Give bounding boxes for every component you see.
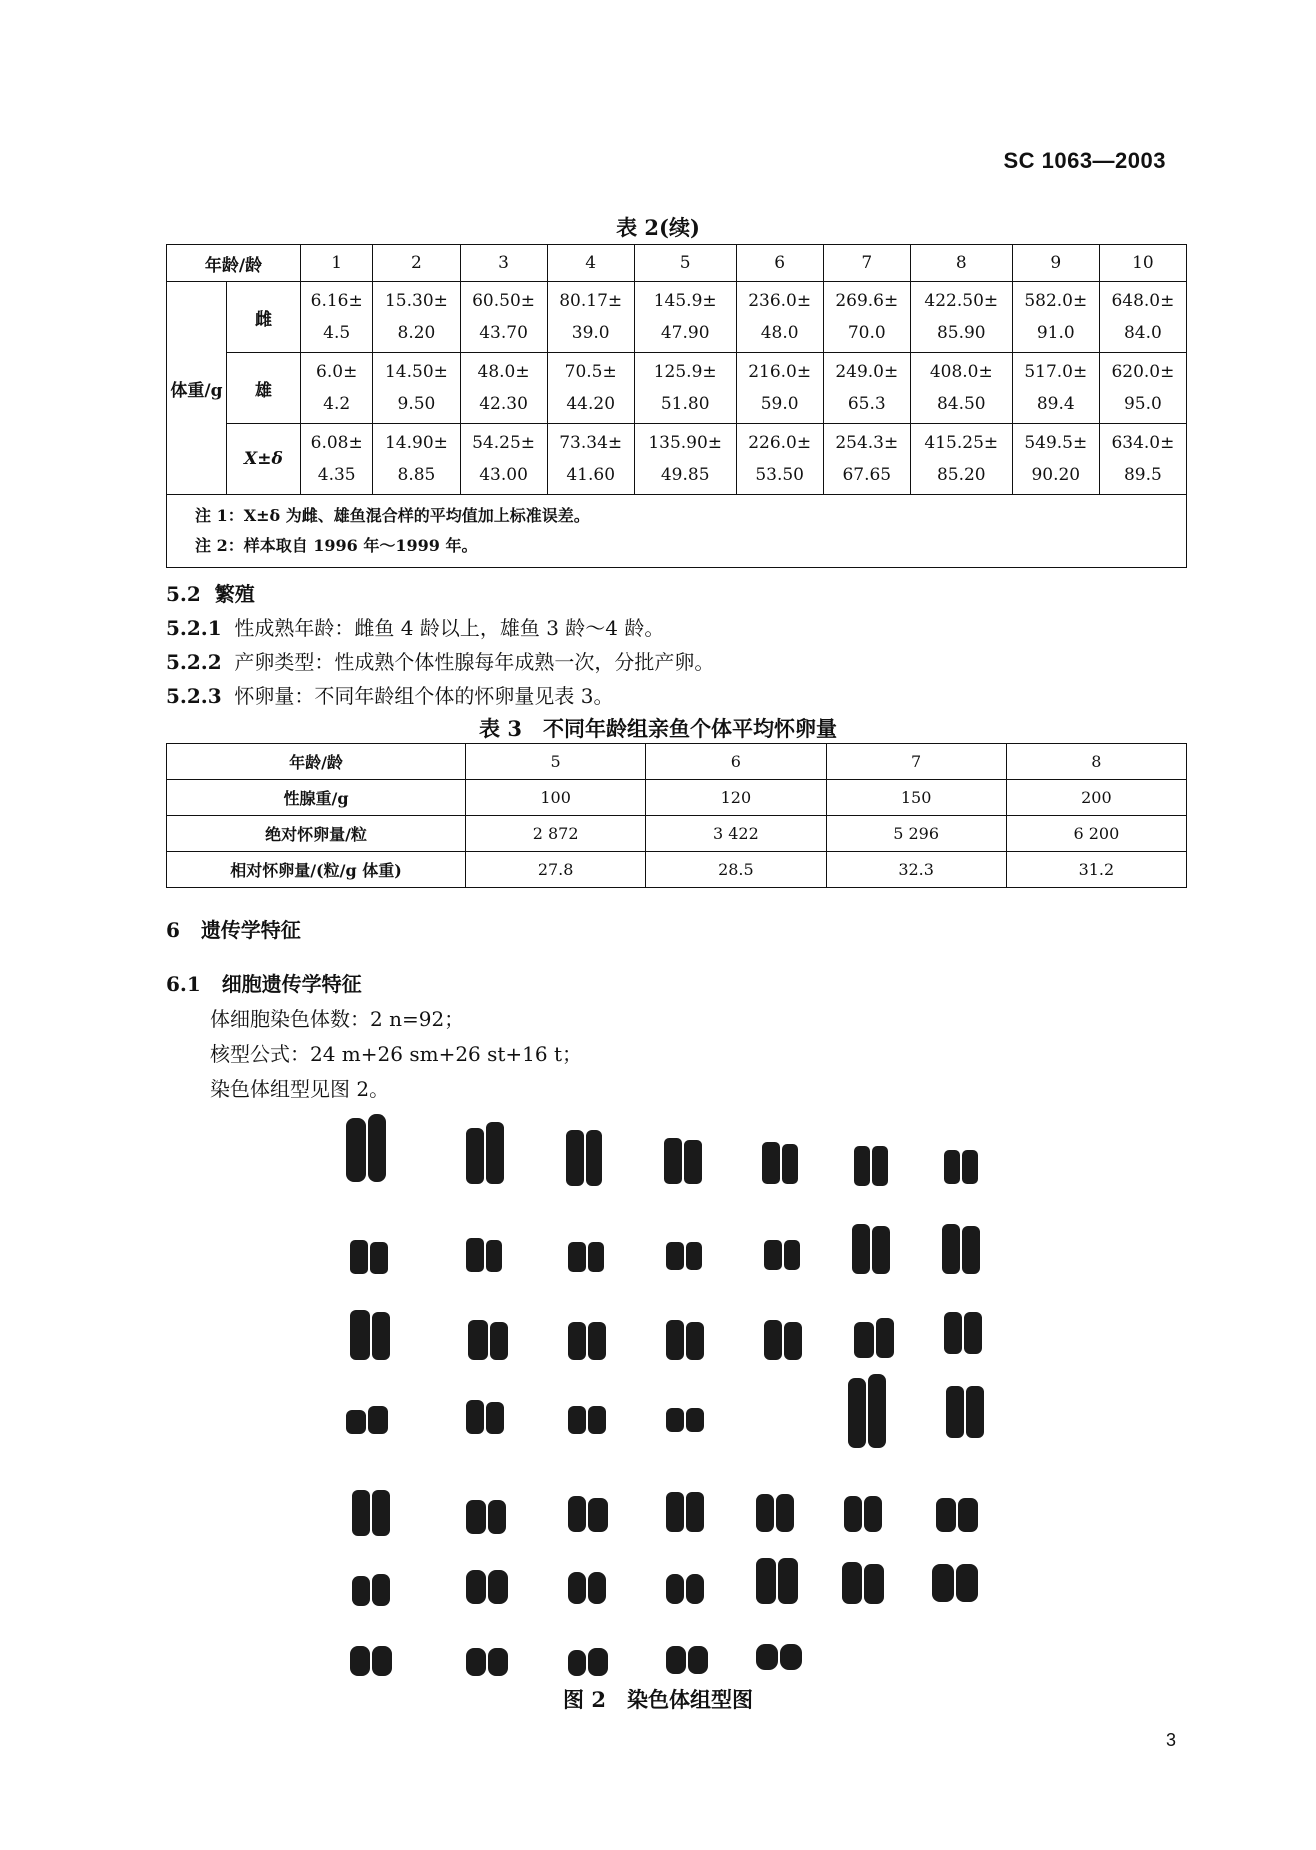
table2-caption: 表 2(续) xyxy=(616,215,700,240)
table2-age-cell: 10 xyxy=(1099,245,1186,282)
table2-cell: 226.0± 53.50 xyxy=(736,424,823,495)
table2-cell: 249.0± 65.3 xyxy=(823,353,910,424)
table2-row-female xyxy=(167,282,1187,353)
table2-cell: 582.0± 91.0 xyxy=(1012,282,1099,353)
table3-header-cell: 年龄/龄 xyxy=(167,744,466,780)
table2-header-row xyxy=(167,245,1187,282)
table2-cell: 415.25± 85.20 xyxy=(910,424,1012,495)
table2-note: 注 2：样本取自 1996 年～1999 年。 xyxy=(195,536,478,555)
table2-age-cell: 9 xyxy=(1012,245,1099,282)
table2-cell: 54.25± 43.00 xyxy=(460,424,547,495)
table2-cell: 60.50± 43.70 xyxy=(460,282,547,353)
table3-cell: 31.2 xyxy=(1006,852,1186,888)
section-5-2-3: 5.2.3 怀卵量：不同年龄组个体的怀卵量见表 3。 xyxy=(166,684,614,708)
table2-age-cell: 5 xyxy=(634,245,736,282)
table2-notes xyxy=(167,495,1187,568)
table2-group-label: 体重/g xyxy=(167,282,227,495)
table3 xyxy=(166,743,1187,888)
table3-cell: 100 xyxy=(466,780,646,816)
standard-code: SC 1063—2003 xyxy=(1003,148,1166,173)
table3-header-cell: 8 xyxy=(1006,744,1186,780)
table2-age-cell: 3 xyxy=(460,245,547,282)
table2-cell: 254.3± 67.65 xyxy=(823,424,910,495)
table2-cell: 6.0± 4.2 xyxy=(301,353,373,424)
table2-row-label: 雌 xyxy=(226,282,300,353)
karyotype-formula-line: 核型公式：24 m+26 sm+26 st+16 t； xyxy=(210,1042,583,1066)
table3-header-cell: 5 xyxy=(466,744,646,780)
table3-cell: 200 xyxy=(1006,780,1186,816)
table2-age-cell: 1 xyxy=(301,245,373,282)
table2-age-label: 年龄/龄 xyxy=(167,245,301,282)
section-5-2-2: 5.2.2 产卵类型：性成熟个体性腺每年成熟一次，分批产卵。 xyxy=(166,650,715,674)
table3-cell: 6 200 xyxy=(1006,816,1186,852)
table3-row xyxy=(167,852,1187,888)
section-5-2-1: 5.2.1 性成熟年龄：雌鱼 4 龄以上，雄鱼 3 龄～4 龄。 xyxy=(166,616,665,640)
table3-row-label: 绝对怀卵量/粒 xyxy=(167,816,466,852)
table2-cell: 125.9± 51.80 xyxy=(634,353,736,424)
table2-cell: 269.6± 70.0 xyxy=(823,282,910,353)
table3-cell: 27.8 xyxy=(466,852,646,888)
table2-cell: 517.0± 89.4 xyxy=(1012,353,1099,424)
table2-cell: 408.0± 84.50 xyxy=(910,353,1012,424)
table2-age-cell: 2 xyxy=(373,245,460,282)
table2-cell: 73.34± 41.60 xyxy=(547,424,634,495)
table2-note: 注 1：X±δ 为雌、雄鱼混合样的平均值加上标准误差。 xyxy=(195,506,590,525)
table2-age-cell: 7 xyxy=(823,245,910,282)
table2-notes-row xyxy=(167,495,1187,568)
table3-row-label: 性腺重/g xyxy=(167,780,466,816)
karyotype-figure xyxy=(336,1100,1036,1680)
section-6-1-heading: 6.1 细胞遗传学特征 xyxy=(166,972,362,996)
table3-cell: 32.3 xyxy=(826,852,1006,888)
table3-row xyxy=(167,816,1187,852)
table2-age-cell: 6 xyxy=(736,245,823,282)
table2-cell: 236.0± 48.0 xyxy=(736,282,823,353)
section-6-heading: 6 遗传学特征 xyxy=(166,918,301,942)
table3-cell: 150 xyxy=(826,780,1006,816)
table2-cell: 145.9± 47.90 xyxy=(634,282,736,353)
table2-cell: 48.0± 42.30 xyxy=(460,353,547,424)
table2-cell: 6.16± 4.5 xyxy=(301,282,373,353)
table2-cell: 549.5± 90.20 xyxy=(1012,424,1099,495)
table2-age-cell: 8 xyxy=(910,245,1012,282)
chromosome-number-line: 体细胞染色体数：2 n=92； xyxy=(210,1007,465,1031)
table2-cell: 15.30± 8.20 xyxy=(373,282,460,353)
table3-caption: 表 3 不同年龄组亲鱼个体平均怀卵量 xyxy=(479,716,837,741)
table3-row xyxy=(167,780,1187,816)
table3-header-cell: 7 xyxy=(826,744,1006,780)
table2-cell: 422.50± 85.90 xyxy=(910,282,1012,353)
table2-cell: 6.08± 4.35 xyxy=(301,424,373,495)
table2-cell: 70.5± 44.20 xyxy=(547,353,634,424)
table3-row-label: 相对怀卵量/(粒/g 体重) xyxy=(167,852,466,888)
table2 xyxy=(166,244,1187,568)
table2-row-label: X±δ xyxy=(226,424,300,495)
table3-cell: 3 422 xyxy=(646,816,826,852)
table3-cell: 28.5 xyxy=(646,852,826,888)
page-number: 3 xyxy=(1165,1730,1176,1750)
table2-cell: 634.0± 89.5 xyxy=(1099,424,1186,495)
karyotype-reference-line: 染色体组型见图 2。 xyxy=(210,1077,390,1101)
section-5-2-heading: 5.2 繁殖 xyxy=(166,582,255,606)
table2-cell: 14.50± 9.50 xyxy=(373,353,460,424)
table2-cell: 216.0± 59.0 xyxy=(736,353,823,424)
table2-cell: 135.90± 49.85 xyxy=(634,424,736,495)
table3-cell: 120 xyxy=(646,780,826,816)
table2-cell: 620.0± 95.0 xyxy=(1099,353,1186,424)
figure2-caption: 图 2 染色体组型图 xyxy=(563,1687,753,1712)
table3-cell: 5 296 xyxy=(826,816,1006,852)
table2-row-male xyxy=(167,353,1187,424)
table2-age-cell: 4 xyxy=(547,245,634,282)
table2-row-label: 雄 xyxy=(226,353,300,424)
table2-cell: 648.0± 84.0 xyxy=(1099,282,1186,353)
table2-cell: 14.90± 8.85 xyxy=(373,424,460,495)
table3-header-row xyxy=(167,744,1187,780)
table2-row-mean xyxy=(167,424,1187,495)
table3-header-cell: 6 xyxy=(646,744,826,780)
table3-cell: 2 872 xyxy=(466,816,646,852)
table2-cell: 80.17± 39.0 xyxy=(547,282,634,353)
